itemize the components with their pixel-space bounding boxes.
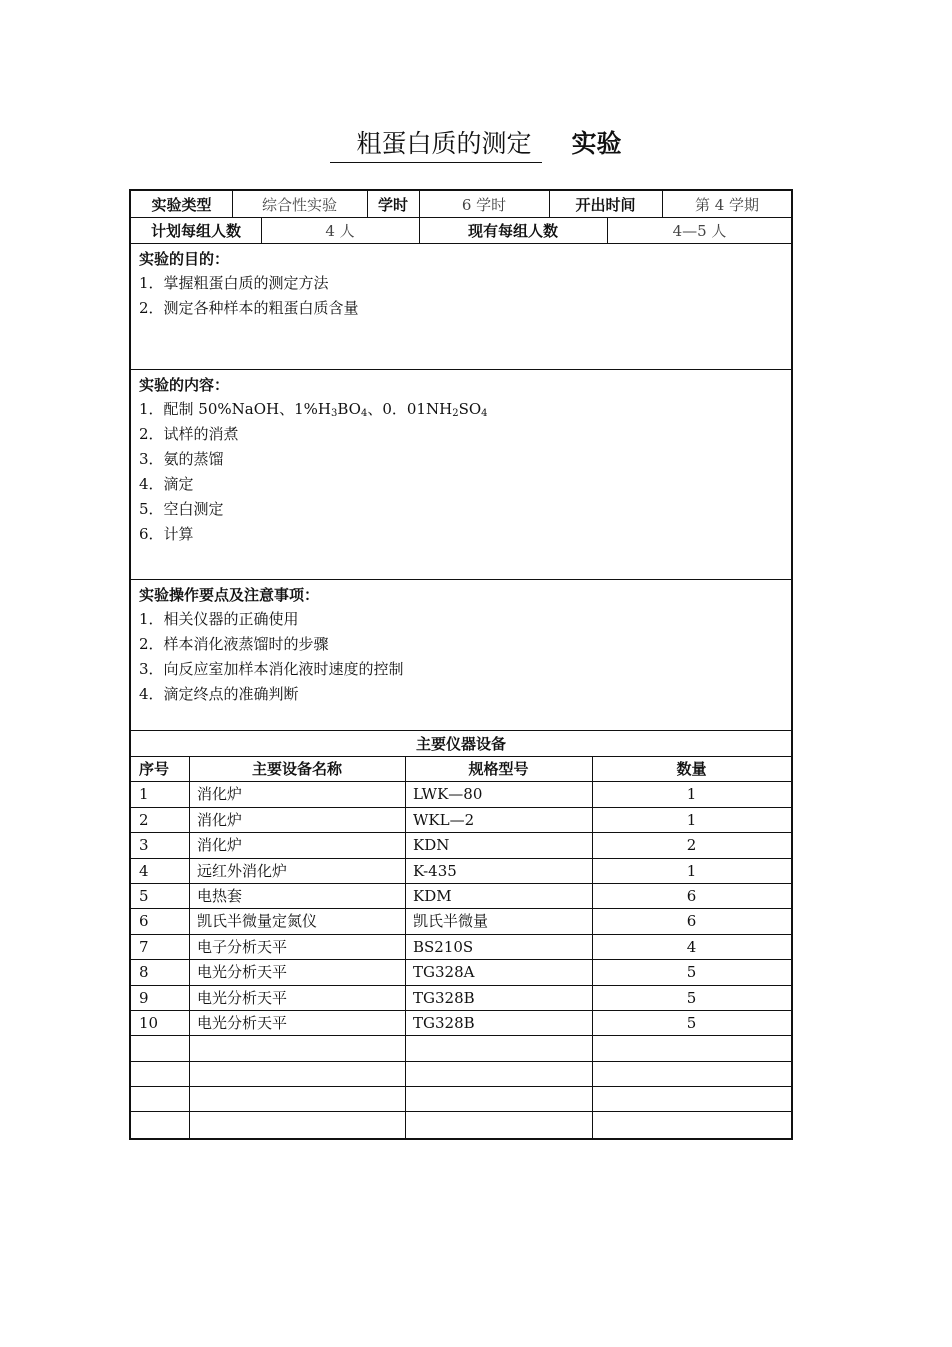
- cell-name: 消化炉: [197, 810, 243, 829]
- table-row: [131, 1011, 791, 1036]
- cell-index: 1: [139, 785, 149, 804]
- table-row: [131, 986, 791, 1011]
- notes-item: 1．相关仪器的正确使用: [139, 610, 299, 628]
- table-row: [131, 909, 791, 934]
- actual-group-size-label: 现有每组人数: [467, 222, 558, 240]
- cell-quantity: 2: [686, 836, 697, 855]
- title-suffix: 实验: [571, 129, 622, 158]
- cell-index: 2: [139, 810, 149, 829]
- content-item: 1．配制 50%NaOH、$1\%H_3BO_4$、0．$01NH_2SO_4$: [139, 400, 488, 419]
- cell-quantity: 1: [686, 861, 697, 880]
- experiment-form: [129, 189, 793, 1140]
- table-row: [131, 859, 791, 884]
- cell-model: WKL—2: [413, 810, 475, 829]
- start-time-value: 第 4 学期: [694, 195, 760, 214]
- equipment-heading: 主要仪器设备: [131, 731, 791, 757]
- info-row-1: [131, 191, 791, 218]
- cell-name: 消化炉: [197, 836, 243, 855]
- content-section: [131, 370, 791, 580]
- table-row: [131, 782, 791, 807]
- cell-index: 10: [139, 1013, 159, 1032]
- cell-quantity: 5: [686, 963, 697, 982]
- cell-index: 4: [139, 861, 149, 880]
- cell-name: 凯氏半微量定氮仪: [197, 912, 318, 931]
- cell-model: 凯氏半微量: [413, 912, 489, 931]
- cell-name: 消化炉: [197, 785, 243, 804]
- cell-name: 远红外消化炉: [197, 861, 288, 880]
- cell-index: 9: [139, 988, 149, 1007]
- equipment-table: [131, 757, 791, 1138]
- column-header-name: 主要设备名称: [251, 760, 342, 778]
- hours-value: 6 学时: [461, 195, 507, 214]
- notes-section: [131, 580, 791, 731]
- content-heading: 实验的内容：: [139, 376, 230, 394]
- cell-name: 电热套: [197, 886, 243, 905]
- table-row: [131, 884, 791, 909]
- column-header-quantity: 数量: [676, 760, 707, 778]
- table-row: [131, 1087, 791, 1112]
- notes-heading: 实验操作要点及注意事项：: [139, 586, 320, 604]
- cell-quantity: 6: [686, 886, 697, 905]
- cell-model: TG328B: [413, 1013, 475, 1032]
- cell-model: KDM: [413, 886, 452, 905]
- cell-quantity: 1: [686, 785, 697, 804]
- info-row-2: [131, 218, 791, 244]
- cell-quantity: 1: [686, 810, 697, 829]
- table-row: [131, 833, 791, 858]
- cell-quantity: 5: [686, 988, 697, 1007]
- column-header-index: 序号: [139, 760, 170, 778]
- content-item: 6．计算: [139, 525, 194, 543]
- table-row: [131, 1112, 791, 1137]
- purpose-item: 1．掌握粗蛋白质的测定方法: [139, 274, 329, 292]
- cell-model: KDN: [413, 836, 450, 855]
- content-item: 3．氨的蒸馏: [139, 450, 224, 468]
- planned-group-size-value: 4 人: [325, 222, 355, 240]
- cell-name: 电子分析天平: [197, 937, 288, 956]
- cell-quantity: 5: [686, 1013, 697, 1032]
- cell-model: TG328B: [413, 988, 475, 1007]
- column-header-model: 规格型号: [468, 760, 529, 778]
- content-item: 4．滴定: [139, 475, 194, 493]
- actual-group-size-value: 4—5 人: [672, 222, 727, 240]
- planned-group-size-label: 计划每组人数: [150, 222, 241, 240]
- cell-quantity: 4: [686, 937, 697, 956]
- cell-index: 7: [139, 937, 149, 956]
- cell-index: 5: [139, 886, 149, 905]
- table-header-row: [131, 757, 791, 782]
- table-row: [131, 808, 791, 833]
- table-row: [131, 1062, 791, 1087]
- experiment-type-value: 综合性实验: [261, 195, 337, 214]
- notes-item: 3．向反应室加样本消化液时速度的控制: [139, 660, 404, 678]
- cell-model: LWK—80: [413, 785, 483, 804]
- content-item: 2．试样的消煮: [139, 425, 239, 443]
- table-row: [131, 1036, 791, 1061]
- table-row: [131, 935, 791, 960]
- content-item: 5．空白测定: [139, 500, 224, 518]
- notes-item: 4．滴定终点的准确判断: [139, 685, 299, 703]
- purpose-heading: 实验的目的：: [139, 250, 230, 268]
- cell-index: 6: [139, 912, 149, 931]
- cell-index: 8: [139, 963, 149, 982]
- cell-name: 电光分析天平: [197, 988, 288, 1007]
- cell-index: 3: [139, 836, 149, 855]
- purpose-item: 2．测定各种样本的粗蛋白质含量: [139, 299, 359, 317]
- cell-model: BS210S: [413, 937, 474, 956]
- hours-label: 学时: [377, 195, 408, 214]
- notes-item: 2．样本消化液蒸馏时的步骤: [139, 635, 329, 653]
- start-time-label: 开出时间: [575, 195, 636, 214]
- cell-model: TG328A: [413, 963, 475, 982]
- cell-name: 电光分析天平: [197, 1013, 288, 1032]
- experiment-name: 粗蛋白质的测定: [330, 124, 541, 163]
- experiment-type-label: 实验类型: [151, 195, 212, 214]
- table-row: [131, 960, 791, 985]
- cell-name: 电光分析天平: [197, 963, 288, 982]
- cell-model: K-435: [413, 861, 457, 880]
- purpose-section: [131, 244, 791, 370]
- cell-quantity: 6: [686, 912, 697, 931]
- document-title: [0, 124, 952, 163]
